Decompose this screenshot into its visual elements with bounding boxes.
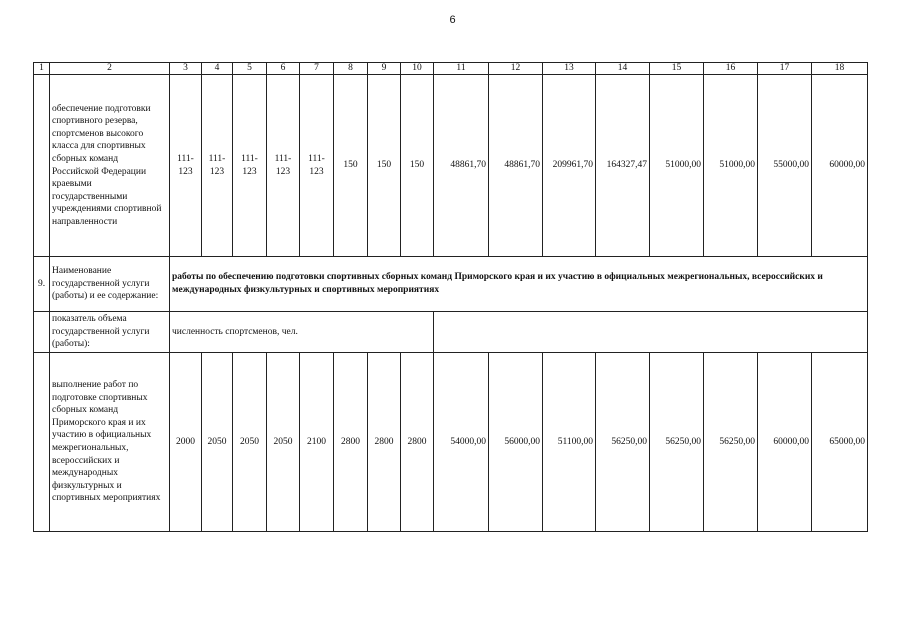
table-cell: 111-123	[202, 75, 233, 257]
table-cell: 150	[401, 75, 434, 257]
header-cell: 18	[812, 63, 868, 75]
table-cell: 56250,00	[704, 353, 758, 532]
empty-cell	[434, 312, 868, 353]
table-row	[34, 75, 868, 257]
table-cell: 2050	[233, 353, 267, 532]
header-cell: 14	[596, 63, 650, 75]
header-cell: 5	[233, 63, 267, 75]
table-cell: 164327,47	[596, 75, 650, 257]
header-cell: 17	[758, 63, 812, 75]
table-cell: 150	[334, 75, 368, 257]
volume-indicator-label: показатель объема государственной услуги (работы):	[50, 312, 170, 353]
header-cell: 16	[704, 63, 758, 75]
header-cell: 6	[267, 63, 300, 75]
row-number	[34, 312, 50, 353]
table-cell: 209961,70	[543, 75, 596, 257]
table-cell: 51100,00	[543, 353, 596, 532]
header-cell: 10	[401, 63, 434, 75]
header-cell: 13	[543, 63, 596, 75]
table-cell: 51000,00	[704, 75, 758, 257]
header-cell: 2	[50, 63, 170, 75]
table-cell: 150	[368, 75, 401, 257]
volume-indicator: численность спортсменов, чел.	[170, 312, 434, 353]
header-cell: 8	[334, 63, 368, 75]
table-cell: 2050	[202, 353, 233, 532]
table-cell: 56250,00	[596, 353, 650, 532]
table-cell: 56250,00	[650, 353, 704, 532]
table-row	[34, 312, 868, 353]
table-row	[34, 257, 868, 312]
row-number	[34, 353, 50, 532]
page-number: 6	[449, 14, 456, 26]
budget-table	[33, 62, 868, 532]
service-name-label: Наименование государственной услуги (работы) и ее содержание:	[50, 257, 170, 312]
row-number	[34, 75, 50, 257]
service-description: обеспечение подготовки спортивного резерва, спортсменов высокого класса для спортивных сборных команд Российской Федерации краевыми государственными учреждениями спортивной направленности	[50, 75, 170, 257]
table-cell: 111-123	[170, 75, 202, 257]
table-cell: 2800	[334, 353, 368, 532]
table-cell: 65000,00	[812, 353, 868, 532]
header-cell: 9	[368, 63, 401, 75]
service-content: работы по обеспечению подготовки спортивных сборных команд Приморского края и их участию в официальных межрегиональных, всероссийских и международных физкультурных и спортивных мероприятиях	[170, 257, 868, 312]
table-cell: 51000,00	[650, 75, 704, 257]
table-cell: 55000,00	[758, 75, 812, 257]
header-cell: 1	[34, 63, 50, 75]
table-cell: 60000,00	[758, 353, 812, 532]
table-cell: 2100	[300, 353, 334, 532]
table-cell: 54000,00	[434, 353, 489, 532]
table-cell: 2050	[267, 353, 300, 532]
table-cell: 111-123	[267, 75, 300, 257]
table-cell: 48861,70	[489, 75, 543, 257]
header-cell: 15	[650, 63, 704, 75]
table-cell: 2800	[368, 353, 401, 532]
header-row	[34, 63, 868, 75]
row-number: 9.	[34, 257, 50, 312]
header-cell: 4	[202, 63, 233, 75]
header-cell: 12	[489, 63, 543, 75]
header-cell: 11	[434, 63, 489, 75]
header-cell: 3	[170, 63, 202, 75]
work-description: выполнение работ по подготовке спортивных сборных команд Приморского края и их участию в официальных межрегиональных, всероссийских и международных физкультурных и спортивных мероприятиях	[50, 353, 170, 532]
table-cell: 111-123	[300, 75, 334, 257]
table-cell: 111-123	[233, 75, 267, 257]
table-cell: 2000	[170, 353, 202, 532]
table-cell: 56000,00	[489, 353, 543, 532]
table-row	[34, 353, 868, 532]
table-cell: 60000,00	[812, 75, 868, 257]
table-cell: 48861,70	[434, 75, 489, 257]
table-cell: 2800	[401, 353, 434, 532]
header-cell: 7	[300, 63, 334, 75]
